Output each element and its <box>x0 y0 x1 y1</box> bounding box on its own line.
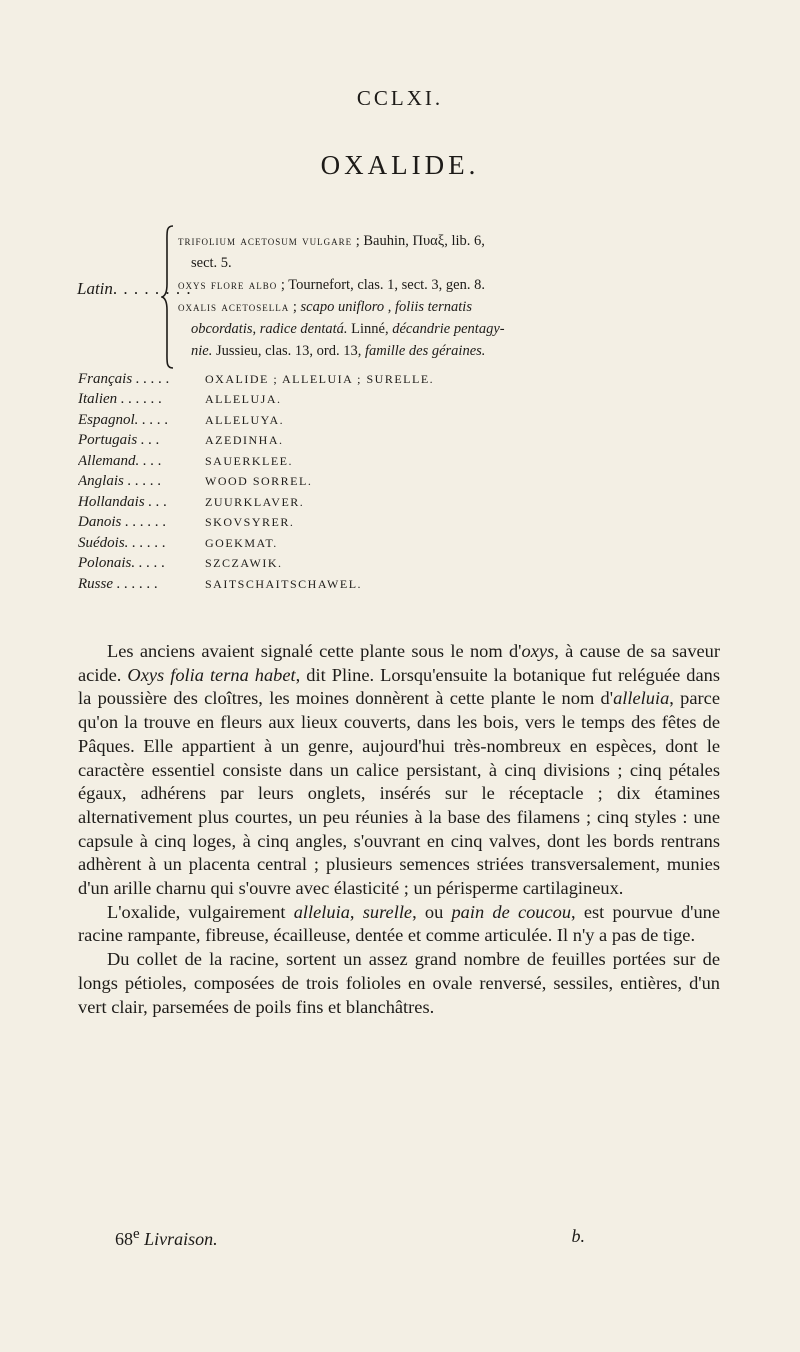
latin-desc: scapo unifloro , foliis ternatis <box>300 299 472 315</box>
language-label: Allemand. . . . <box>78 452 162 469</box>
livraison-text: Livraison. <box>144 1229 218 1249</box>
latin-quote: Oxys folia terna habet <box>127 664 296 685</box>
language-label: Polonais. . . . . <box>78 555 166 572</box>
vernacular-name: WOOD SORREL. <box>205 474 313 489</box>
language-label: Portugais . . . <box>78 432 160 449</box>
name-row <box>78 410 578 431</box>
vernacular-name: OXALIDE ; ALLELUIA ; SURELLE. <box>205 371 435 386</box>
name-row <box>78 472 578 493</box>
latin-line <box>178 274 738 296</box>
latin-desc: radice dentatá. <box>259 321 348 337</box>
name-row <box>78 431 578 452</box>
text-run: , <box>349 901 363 922</box>
language-label: Danois . . . . . . <box>78 514 167 531</box>
text-run: , dit Pline. Lorsqu'ensuite la botanique fut reléguée dans la poussière des cloîtres, les moines donnèrent à cette plante le nom d' <box>78 664 720 709</box>
page-title: OXALIDE. <box>320 150 480 180</box>
livraison-number: 68 <box>115 1229 133 1249</box>
paragraph <box>78 640 720 901</box>
latin-synonyms <box>178 230 738 362</box>
latin-ref: ; <box>289 299 301 315</box>
language-label: Suédois. . . . . . <box>78 534 166 551</box>
text-run: , ou <box>412 901 452 922</box>
name-row <box>78 533 578 554</box>
latin-ref: ; Bauhin, Πυαξ, lib. 6, <box>352 233 485 249</box>
text-run: , parce qu'on la trouve en fleurs aux lieux couverts, dans les bois, vers le temps des fêtes de Pâques. Elle appartient à un genre, aujourd'hui très-nombreux en espèces, dont le caractère essentiel consiste dans un calice persistant, à cinq divisions ; cinq pétales égaux, adhérens par leurs onglets, insérés sur le réceptacle ; dix étamines alternativement plus courtes, un peu réunies à la base des filamens ; cinq styles : une capsule à cinq loges, à cinq angles, s'ouvrant en cinq valves, dont les bords rentrans adhèrent à un placenta central ; plusieurs semences striées transversalement, munies d'un arille charnu qui s'ouvre avec élasticité ; un périsperme cartilagineux. <box>78 688 720 899</box>
text-run: L'oxalide, vulgairement <box>107 901 294 922</box>
latin-ref: ; Tournefort, clas. 1, sect. 3, gen. 8. <box>277 277 485 293</box>
vernacular-name: ALLELUJA. <box>205 392 282 407</box>
language-label: Russe . . . . . . <box>78 575 158 592</box>
paragraph: Du collet de la racine, sortent un assez grand nombre de feuilles portées sur de longs pétioles, composées de trois folioles en ovale renversé, sessiles, entières, d'un vert clair, parsemées de poils fins et blanchâtres. <box>78 949 720 1017</box>
name-row <box>78 492 578 513</box>
vernacular-name: ALLELUYA. <box>205 412 285 427</box>
vernacular-name: GOEKMAT. <box>205 535 278 550</box>
latin-line <box>178 340 738 362</box>
curly-brace <box>161 224 175 370</box>
vernacular-name: ZUURKLAVER. <box>205 494 305 509</box>
latin-name: trifolium acetosum vulgare <box>178 233 353 248</box>
name-row <box>78 369 578 390</box>
text-run: , à cause de sa saveur acide. <box>78 641 721 685</box>
name-row <box>78 554 578 575</box>
vernacular-name: SKOVSYRER. <box>205 515 295 530</box>
text-run: , est pourvue d'une racine rampante, fibreuse, écailleuse, dentée et comme articulée. Il n'y a pas de tige. <box>78 901 721 946</box>
italic-term: oxys <box>521 641 555 661</box>
body-text <box>78 640 720 1019</box>
livraison-mark <box>115 1226 218 1250</box>
vernacular-names <box>78 369 578 595</box>
italic-term: surelle <box>362 901 413 922</box>
latin-name: oxalis acetosella <box>178 299 290 314</box>
italic-term: alleluia <box>293 901 350 922</box>
language-label: Italien . . . . . . <box>78 391 163 408</box>
vernacular-name: AZEDINHA. <box>205 433 284 448</box>
page-number: CCLXI. <box>356 86 444 110</box>
language-label: Français . . . . . <box>78 370 170 387</box>
name-row <box>78 513 578 534</box>
latin-name: oxys flore albo <box>178 277 278 292</box>
vernacular-name: SZCZAWIK. <box>205 556 283 571</box>
italic-term: pain de coucou <box>451 901 572 922</box>
text-run: Les anciens avaient signalé cette plante sous le nom d' <box>107 641 522 661</box>
page-footer <box>115 1226 585 1250</box>
latin-desc: décandrie pentagy- <box>392 321 505 337</box>
language-label: Espagnol. . . . . <box>78 411 169 428</box>
leader-dots: . . . . . . . . <box>112 279 192 298</box>
latin-desc: famille des géraines. <box>364 343 486 359</box>
latin-line <box>178 296 738 318</box>
language-label: Hollandais . . . <box>78 493 168 510</box>
italic-term: alleluia <box>613 688 670 709</box>
signature-mark: b. <box>571 1226 585 1246</box>
latin-desc: nie. <box>191 343 213 359</box>
vernacular-name: SAITSCHAITSCHAWEL. <box>205 576 363 591</box>
latin-line <box>178 230 738 252</box>
language-label: Anglais . . . . . <box>78 473 162 490</box>
livraison-sup: e <box>133 1226 140 1242</box>
latin-sep: , <box>252 321 260 337</box>
latin-ref: Linné, <box>347 321 393 337</box>
vernacular-name: SAUERKLEE. <box>205 453 293 468</box>
name-row <box>78 574 578 595</box>
latin-label-text: Latin <box>77 279 113 298</box>
latin-line: sect. 5. <box>191 255 232 271</box>
latin-line <box>178 318 738 340</box>
name-row <box>78 390 578 411</box>
paragraph <box>78 901 720 948</box>
latin-ref: Jussieu, clas. 13, ord. 13, <box>212 343 365 359</box>
name-row <box>78 451 578 472</box>
latin-desc: obcordatis <box>191 321 253 337</box>
